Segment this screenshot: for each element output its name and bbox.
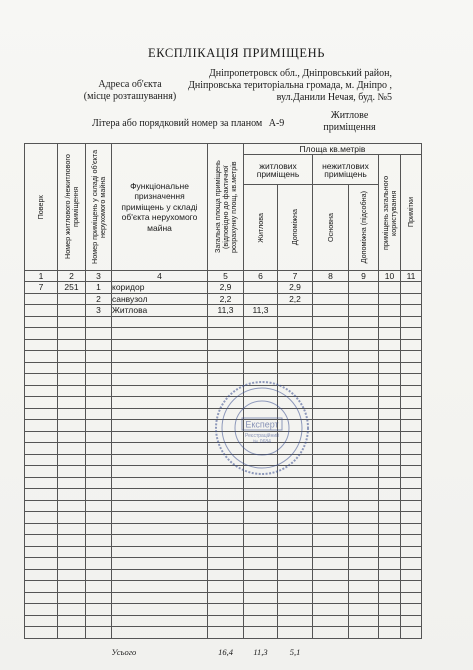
address-value bbox=[182, 68, 392, 104]
col-number: 1 bbox=[25, 271, 58, 282]
stamp-title: Експерт bbox=[245, 419, 279, 430]
header-unit-number: Номер житлового /нежитлового приміщення bbox=[58, 144, 86, 271]
col-number: 8 bbox=[313, 271, 349, 282]
col-number: 9 bbox=[349, 271, 379, 282]
cell-auxiliary bbox=[278, 305, 313, 317]
cell-floor bbox=[25, 305, 58, 317]
cell-total: 2,9 bbox=[208, 282, 244, 294]
table-row bbox=[25, 305, 422, 317]
total-area: 16,4 bbox=[218, 646, 233, 657]
header-auxiliary: Допоміжна bbox=[278, 185, 313, 271]
header-auxiliary-basement: Допоміжна (підсобна) bbox=[349, 185, 379, 271]
address-line-2: Дніпровська територіальна громада, м. Дніпро , bbox=[188, 80, 392, 91]
col-number: 10 bbox=[379, 271, 401, 282]
cell-living bbox=[244, 282, 278, 294]
header-notes: Примітки bbox=[401, 155, 422, 271]
litera-line bbox=[92, 118, 284, 129]
header-area-group: Площа кв.метрів bbox=[244, 144, 422, 155]
cell-unit bbox=[58, 305, 86, 317]
column-number-row bbox=[25, 271, 422, 282]
cell-total: 2,2 bbox=[208, 293, 244, 305]
header-total-area: Загальна площа приміщень (відповідно до фактичної розрахунку площ, кв.метрів bbox=[208, 144, 244, 271]
address-label bbox=[70, 79, 190, 103]
total-auxiliary: 5,1 bbox=[289, 646, 301, 657]
cell-floor bbox=[25, 293, 58, 305]
header-function: Функціональне призначення приміщень у складі об'єкта нерухомого майна bbox=[112, 144, 208, 271]
header-floor: Поверх bbox=[25, 144, 58, 271]
plan-value-line-1: Житлове bbox=[330, 110, 369, 121]
plan-value bbox=[302, 110, 397, 134]
table-row bbox=[25, 282, 422, 294]
col-number: 2 bbox=[58, 271, 86, 282]
col-number: 5 bbox=[208, 271, 244, 282]
cell-total: 11,3 bbox=[208, 305, 244, 317]
col-number: 7 bbox=[278, 271, 313, 282]
cell-function: санвузол bbox=[112, 293, 208, 305]
table-row bbox=[25, 293, 422, 305]
cell-living bbox=[244, 293, 278, 305]
col-number: 3 bbox=[86, 271, 112, 282]
header-room-number: Номер приміщень у складі об'єкта нерухомого майна bbox=[86, 144, 112, 271]
cell-auxiliary: 2,9 bbox=[278, 282, 313, 294]
cell-unit: 251 bbox=[58, 282, 86, 294]
litera-value: А-9 bbox=[268, 118, 285, 129]
header-main: Основна bbox=[313, 185, 349, 271]
cell-room: 2 bbox=[86, 293, 112, 305]
address-line-3: вул.Данили Нечая, буд. №5 bbox=[276, 92, 392, 103]
cell-unit bbox=[58, 293, 86, 305]
header-common-use: приміщень загального користування bbox=[379, 155, 401, 271]
header-residential-group: житлових приміщень bbox=[244, 155, 313, 185]
cell-room: 1 bbox=[86, 282, 112, 294]
cell-room: 3 bbox=[86, 305, 112, 317]
col-number: 11 bbox=[401, 271, 422, 282]
expert-stamp bbox=[214, 380, 310, 476]
cell-living: 11,3 bbox=[244, 305, 278, 317]
stamp-line-2: № 0684 bbox=[253, 439, 271, 445]
document-title: ЕКСПЛІКАЦІЯ ПРИМІЩЕНЬ bbox=[147, 46, 326, 60]
address-label-line-2: (місце розташування) bbox=[83, 91, 177, 102]
header-nonresidential-group: нежитлових приміщень bbox=[313, 155, 379, 185]
col-number: 6 bbox=[244, 271, 278, 282]
cell-floor: 7 bbox=[25, 282, 58, 294]
col-number: 4 bbox=[112, 271, 208, 282]
total-row bbox=[25, 638, 422, 657]
address-label-line-1: Адреса об'єкта bbox=[98, 79, 162, 90]
stamp-line-1: Реєстраційний bbox=[245, 433, 279, 439]
cell-auxiliary: 2,2 bbox=[278, 293, 313, 305]
cell-function: коридор bbox=[112, 282, 208, 294]
header-living: Житлова bbox=[244, 185, 278, 271]
cell-function: Житлова bbox=[112, 305, 208, 317]
total-living: 11,3 bbox=[253, 646, 268, 657]
address-line-1: Дніпропетровск обл., Дніпровський район, bbox=[208, 68, 392, 79]
plan-value-line-2: приміщення bbox=[323, 122, 376, 133]
total-label: Усього bbox=[111, 646, 137, 657]
litera-label: Літера або порядковий номер за планом bbox=[92, 118, 263, 129]
